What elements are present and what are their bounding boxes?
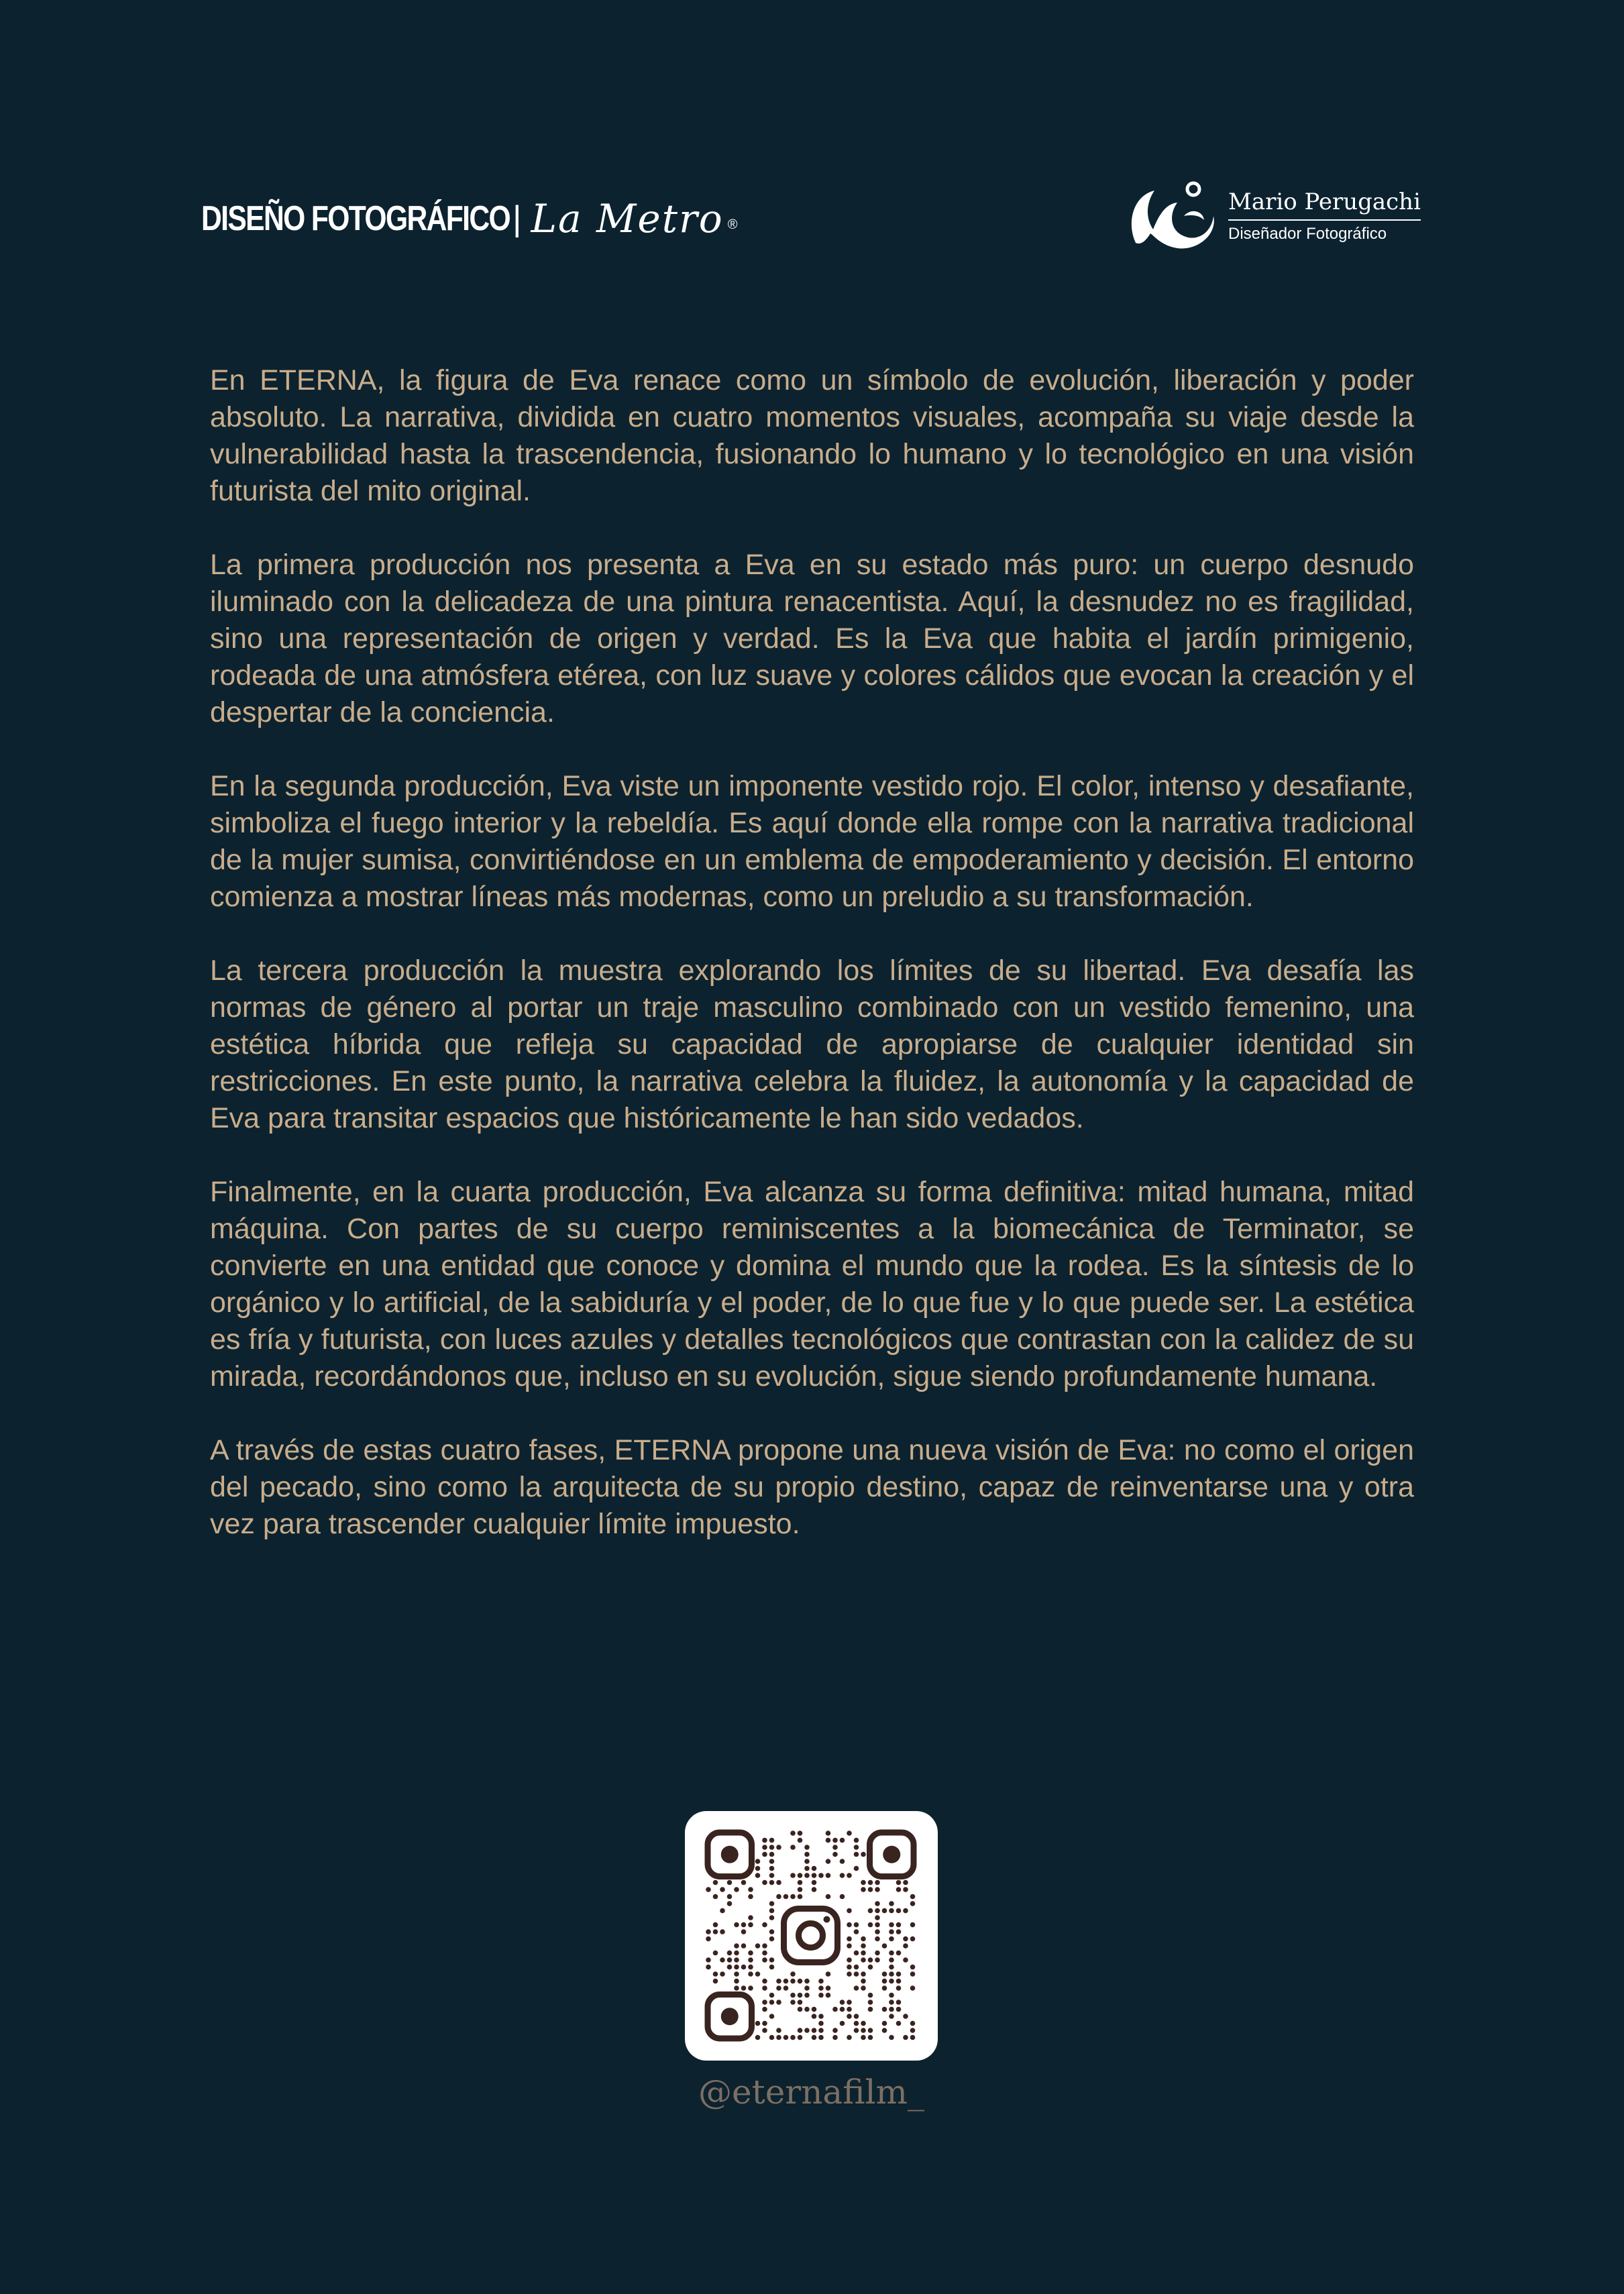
registered-mark: ® <box>727 217 738 232</box>
school-logo-text: La Metro <box>531 196 724 241</box>
instagram-handle[interactable]: @eternafilm_ <box>698 2073 924 2112</box>
designer-logo-icon <box>1124 176 1217 256</box>
paragraph: En la segunda producción, Eva viste un imponente vestido rojo. El color, intenso y desafiante, simboliza el fuego interior y la rebeldía. Es aquí donde ella rompe con la narrativa tradicional de la mujer sumisa, convirtiéndose en un emblema de empoderamiento y decisión. El entorno comienza a mostrar líneas más modernas, como un preludio a su transformación. <box>210 770 1414 913</box>
designer-name: Mario Perugachi <box>1228 188 1421 221</box>
body-text <box>210 362 1414 1580</box>
course-label: DISEÑO FOTOGRÁFICO <box>201 199 510 238</box>
instagram-icon <box>784 1909 838 1963</box>
qr-code-pattern <box>685 1811 938 2061</box>
designer-logo <box>1124 176 1421 256</box>
paragraph: La primera producción nos presenta a Eva en su estado más puro: un cuerpo desnudo iluminado con la delicadeza de una pintura renacentista. Aquí, la desnudez no es fragilidad, sino una representación de origen y verdad. Es la Eva que habita el jardín primigenio, rodeada de una atmósfera etérea, con luz suave y colores cálidos que evocan la creación y el despertar de la conciencia. <box>210 549 1414 728</box>
paragraph: Finalmente, en la cuarta producción, Eva alcanza su forma definitiva: mitad humana, mitad máquina. Con partes de su cuerpo reminiscentes a la biomecánica de Terminator, se convierte en una entidad que conoce y domina el mundo que la rodea. Es la síntesis de lo orgánico y lo artificial, de la sabiduría y el poder, de lo que fue y lo que puede ser. La estética es fría y futurista, con luces azules y detalles tecnológicos que contrastan con la calidez de su mirada, recordándonos que, incluso en su evolución, sigue siendo profundamente humana. <box>210 1176 1414 1392</box>
logo-divider: | <box>512 199 522 238</box>
designer-role: Diseñador Fotográfico <box>1228 225 1387 243</box>
qr-finder-icon <box>708 1995 752 2039</box>
designer-credit <box>1228 188 1421 243</box>
paragraph: En ETERNA, la figura de Eva renace como un símbolo de evolución, liberación y poder absoluto. La narrativa, dividida en cuatro momentos visuales, acompaña su viaje desde la vulnerabilidad hasta la trascendencia, fusionando lo humano y lo tecnológico en una visión futurista del mito original. <box>210 364 1414 507</box>
qr-code[interactable] <box>685 1811 938 2061</box>
paragraph: La tercera producción la muestra explorando los límites de su libertad. Eva desafía las normas de género al portar un traje masculino combinado con un vestido femenino, una estética híbrida que refleja su capacidad de apropiarse de cualquier identidad sin restricciones. En este punto, la narrativa celebra la fluidez, la autonomía y la capacidad de Eva para transitar espacios que históricamente le han sido vedados. <box>210 954 1414 1134</box>
qr-finder-icon <box>708 1833 752 1877</box>
qr-finder-icon <box>870 1833 914 1877</box>
course-logo <box>201 196 737 241</box>
paragraph: A través de estas cuatro fases, ETERNA propone una nueva visión de Eva: no como el origen del pecado, sino como la arquitecta de su propio destino, capaz de reinventarse una y otra vez para trascender cualquier límite impuesto. <box>210 1434 1414 1540</box>
